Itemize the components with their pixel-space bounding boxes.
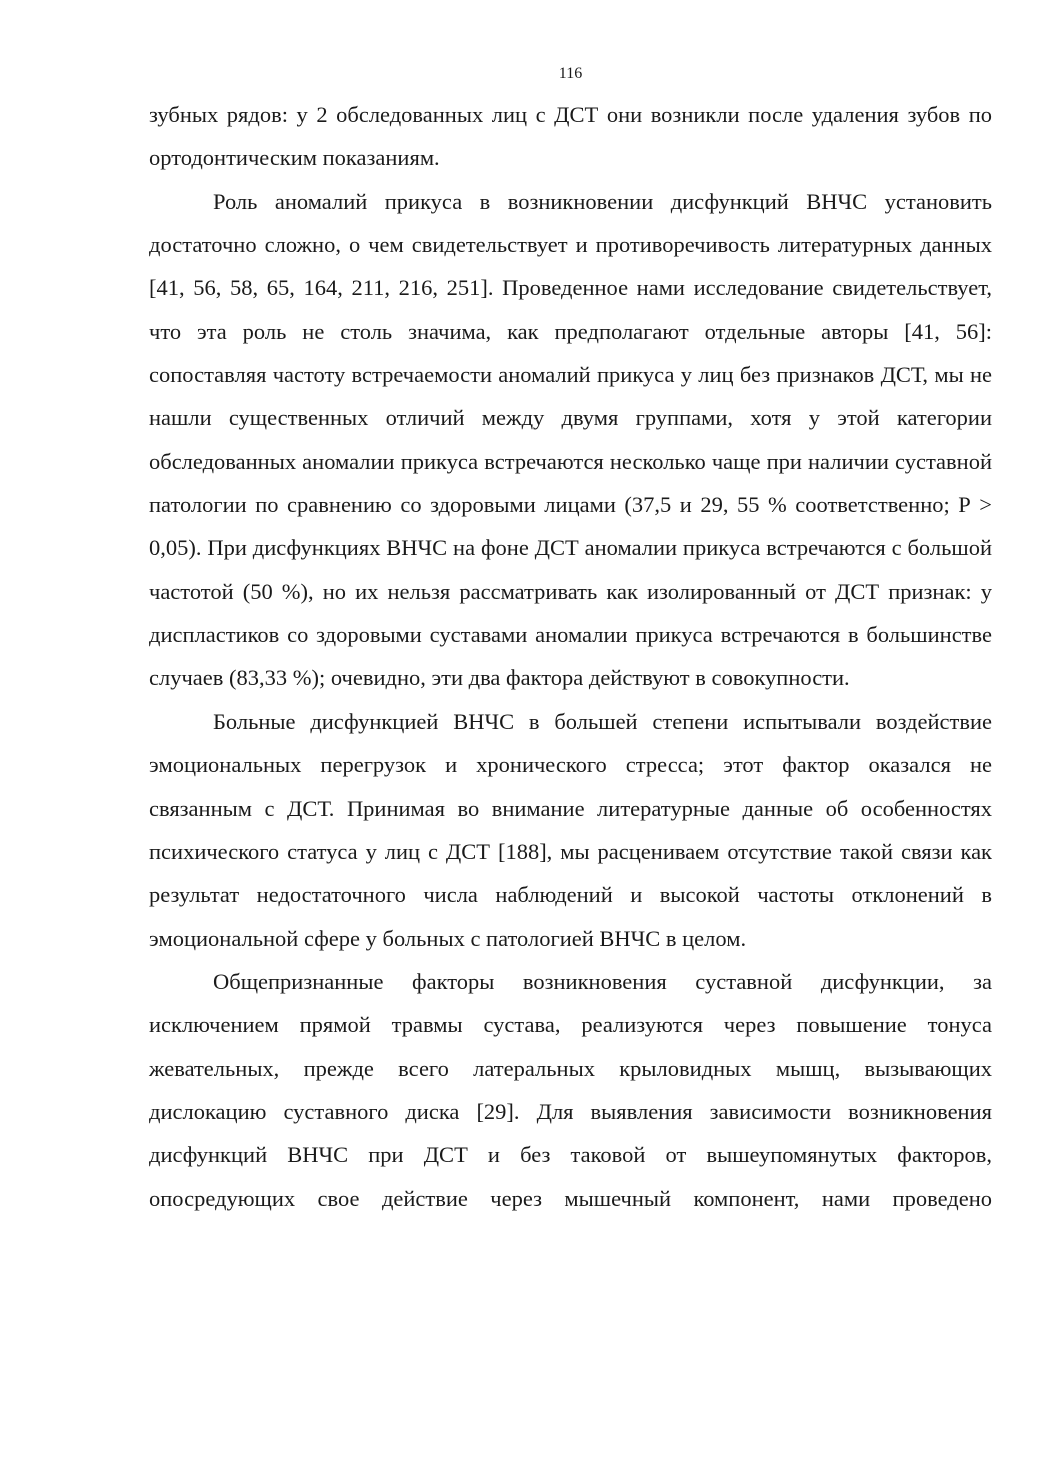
body-text bbox=[149, 93, 992, 1220]
paragraph-2: Роль аномалий прикуса в возникновении дисфункций ВНЧС установить достаточно сложно, о чем свидетельствует и противоречивость литературных данных [41, 56, 58, 65, 164, 211, 216, 251]. Проведенное нами исследование свидетельствует, что эта роль не столь значима, как предполагают отдельные авторы [41, 56]: сопоставляя частоту встречаемости аномалий прикуса у лиц без признаков ДСТ, мы не нашли существенных отличий между двумя группами, хотя у этой категории обследованных аномалии прикуса встречаются несколько чаще при наличии суставной патологии по сравнению со здоровыми лицами (37,5 и 29, 55 % соответственно; Р > 0,05). При дисфункциях ВНЧС на фоне ДСТ аномалии прикуса встречаются с большой частотой (50 %), но их нельзя рассматривать как изолированный от ДСТ признак: у диспластиков со здоровыми суставами аномалии прикуса встречаются в большинстве случаев (83,33 %); очевидно, эти два фактора действуют в совокупности. bbox=[149, 188, 992, 691]
paragraph-1: зубных рядов: у 2 обследованных лиц с ДСТ они возникли после удаления зубов по ортодонтическим показаниям. bbox=[149, 102, 992, 171]
paragraph-3: Больные дисфункцией ВНЧС в большей степени испытывали воздействие эмоциональных перегрузок и хронического стресса; этот фактор оказался не связанным с ДСТ. Принимая во внимание литературные данные об особенностях психического статуса у лиц с ДСТ [188], мы расцениваем отсутствие такой связи как результат недостаточного числа наблюдений и высокой частоты отклонений в эмоциональной сфере у больных с патологией ВНЧС в целом. bbox=[149, 708, 992, 951]
page-number: 116 bbox=[558, 65, 583, 82]
paragraph-4: Общепризнанные факторы возникновения суставной дисфункции, за исключением прямой травмы сустава, реализуются через повышение тонуса жевательных, прежде всего латеральных крыловидных мышц, вызывающих дислокацию суставного диска [29]. Для выявления зависимости возникновения дисфункций ВНЧС при ДСТ и без таковой от вышеупомянутых факторов, опосредующих свое действие через мышечный компонент, нами проведено bbox=[149, 968, 992, 1211]
